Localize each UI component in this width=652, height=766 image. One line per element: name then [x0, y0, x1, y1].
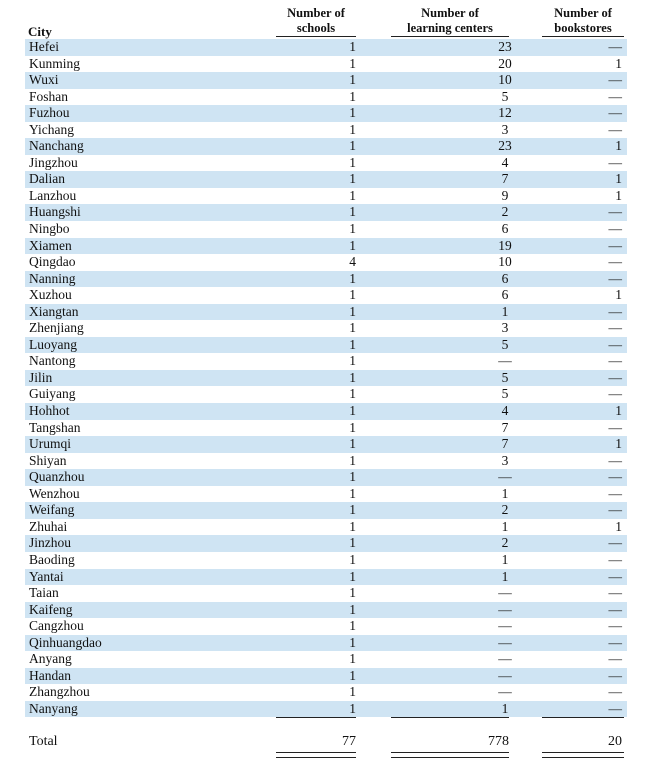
city-cell: Zhuhai [29, 518, 68, 534]
total-schools: 77 [342, 734, 356, 749]
table-row [0, 436, 652, 453]
city-cell: Baoding [29, 551, 75, 567]
bookstores-cell: — [608, 535, 622, 551]
learning-centers-cell: 5 [501, 88, 509, 104]
bookstores-cell: 1 [615, 287, 622, 303]
bookstores-cell: — [608, 601, 622, 617]
table-row [0, 287, 652, 304]
learning-centers-cell: 4 [501, 403, 509, 419]
bookstores-cell: — [608, 485, 622, 501]
city-cell: Wuxi [29, 72, 59, 88]
bookstores-cell: — [608, 568, 622, 584]
learning-centers-cell: 12 [498, 105, 512, 121]
bookstores-cell: — [608, 204, 622, 220]
city-cell: Kaifeng [29, 601, 73, 617]
bookstores-cell: — [608, 336, 622, 352]
table-row [0, 337, 652, 354]
bookstores-cell: — [608, 684, 622, 700]
city-cell: Zhenjiang [29, 320, 84, 336]
table-row [0, 122, 652, 139]
bookstores-cell: — [608, 634, 622, 650]
bookstores-cell: — [608, 237, 622, 253]
city-cell: Foshan [29, 88, 69, 104]
schools-cell: 1 [349, 502, 356, 518]
bookstores-cell: — [608, 105, 622, 121]
table-row [0, 420, 652, 437]
table-row [0, 370, 652, 387]
table-row [0, 535, 652, 552]
schools-cell: 1 [349, 436, 356, 452]
schools-cell: 1 [349, 187, 356, 203]
city-cell: Nanyang [29, 700, 78, 716]
city-cell: Xiamen [29, 237, 72, 253]
schools-cell: 1 [349, 336, 356, 352]
bookstores-cell: — [608, 419, 622, 435]
schools-cell: 1 [349, 651, 356, 667]
city-header: City [28, 24, 52, 39]
bookstores-cell: — [608, 72, 622, 88]
city-cell: Xiangtan [29, 303, 79, 319]
table-row [0, 486, 652, 503]
city-cell: Tangshan [29, 419, 81, 435]
schools-cell: 1 [349, 634, 356, 650]
bookstores-cell: — [608, 551, 622, 567]
bookstores-cell: 1 [615, 55, 622, 71]
schools-cell: 1 [349, 551, 356, 567]
table-row [0, 569, 652, 586]
learning-centers-cell: 10 [498, 254, 512, 270]
city-cell: Hohhot [29, 403, 70, 419]
city-cell: Guiyang [29, 386, 76, 402]
bookstores-cell: — [608, 700, 622, 716]
schools-cell: 1 [349, 88, 356, 104]
schools-cell: 1 [349, 518, 356, 534]
learning-centers-cell: — [498, 601, 512, 617]
city-cell: Handan [29, 667, 71, 683]
learning-centers-cell: 1 [501, 518, 509, 534]
table-row [0, 684, 652, 701]
bookstores-cell: — [608, 651, 622, 667]
schools-cell: 1 [349, 55, 356, 71]
table-row [0, 72, 652, 89]
total-double-rule-centers [391, 752, 509, 758]
bookstores-cell: 1 [615, 403, 622, 419]
learning-centers-cell: 5 [501, 336, 509, 352]
learning-centers-cell: — [498, 684, 512, 700]
learning-centers-cell: — [498, 585, 512, 601]
city-cell: Jinzhou [29, 535, 71, 551]
table-row [0, 138, 652, 155]
bookstores-cell: — [608, 386, 622, 402]
city-cell: Yantai [29, 568, 64, 584]
bookstores-cell: — [608, 667, 622, 683]
learning-centers-cell: 5 [501, 386, 509, 402]
table-row [0, 453, 652, 470]
city-cell: Cangzhou [29, 618, 84, 634]
table-row [0, 155, 652, 172]
table-row [0, 304, 652, 321]
total-double-rule-bookstores [542, 752, 624, 758]
city-cell: Nanchang [29, 138, 84, 154]
table-row [0, 271, 652, 288]
total-bookstores: 20 [608, 734, 622, 749]
city-cell: Fuzhou [29, 105, 70, 121]
table-row [0, 469, 652, 486]
table-row [0, 602, 652, 619]
schools-cell: 1 [349, 485, 356, 501]
schools-cell: 1 [349, 353, 356, 369]
learning-centers-cell: — [498, 618, 512, 634]
schools-cell: 1 [349, 667, 356, 683]
subtotal-rule-centers [391, 717, 509, 718]
bookstores-cell: — [608, 452, 622, 468]
table-row [0, 39, 652, 56]
city-cell: Xuzhou [29, 287, 72, 303]
learning-centers-cell: 5 [501, 369, 509, 385]
learning-centers-cell: 7 [501, 436, 509, 452]
schools-cell: 1 [349, 154, 356, 170]
learning-centers-header: Number of learning centers [391, 6, 509, 37]
learning-centers-cell: 10 [498, 72, 512, 88]
learning-centers-cell: 2 [501, 535, 509, 551]
city-cell: Ningbo [29, 221, 70, 237]
schools-cell: 1 [349, 684, 356, 700]
table-row [0, 188, 652, 205]
learning-centers-cell: 1 [501, 568, 509, 584]
learning-centers-cell: 1 [501, 700, 509, 716]
bookstores-cell: 1 [615, 518, 622, 534]
schools-cell: 1 [349, 270, 356, 286]
schools-cell: 1 [349, 618, 356, 634]
learning-centers-cell: 1 [501, 303, 509, 319]
city-cell: Qinhuangdao [29, 634, 102, 650]
table-row [0, 651, 652, 668]
learning-centers-cell: — [498, 667, 512, 683]
schools-cell: 1 [349, 303, 356, 319]
learning-centers-cell: — [498, 353, 512, 369]
learning-centers-cell: — [498, 469, 512, 485]
table-row [0, 204, 652, 221]
schools-cell: 1 [349, 138, 356, 154]
total-double-rule-schools [276, 752, 356, 758]
learning-centers-cell: — [498, 634, 512, 650]
schools-cell: 1 [349, 171, 356, 187]
learning-centers-cell: 3 [501, 320, 509, 336]
total-learning-centers: 778 [488, 734, 509, 749]
table-row [0, 552, 652, 569]
table-row [0, 668, 652, 685]
table-row [0, 585, 652, 602]
subtotal-rule-schools [276, 717, 356, 718]
table-row [0, 105, 652, 122]
learning-centers-cell: — [498, 651, 512, 667]
table-row [0, 89, 652, 106]
city-cell: Weifang [29, 502, 75, 518]
city-cell: Nantong [29, 353, 76, 369]
table-row [0, 221, 652, 238]
learning-centers-cell: 2 [501, 204, 509, 220]
table-body [0, 39, 652, 717]
city-cell: Hefei [29, 39, 59, 54]
learning-centers-cell: 6 [501, 221, 509, 237]
table-row [0, 618, 652, 635]
schools-cell: 1 [349, 221, 356, 237]
schools-header: Number of schools [276, 6, 356, 37]
bookstores-cell: — [608, 154, 622, 170]
schools-cell: 1 [349, 237, 356, 253]
learning-centers-cell: 20 [498, 55, 512, 71]
table-row [0, 403, 652, 420]
learning-centers-cell: 9 [501, 187, 509, 203]
city-cell: Jingzhou [29, 154, 78, 170]
city-cell: Anyang [29, 651, 72, 667]
learning-centers-cell: 7 [501, 419, 509, 435]
bookstores-cell: — [608, 39, 622, 54]
table-row [0, 353, 652, 370]
learning-centers-cell: 19 [498, 237, 512, 253]
learning-centers-cell: 23 [498, 39, 512, 54]
bookstores-cell: — [608, 502, 622, 518]
total-row [0, 733, 652, 751]
schools-cell: 1 [349, 419, 356, 435]
bookstores-cell: — [608, 270, 622, 286]
schools-cell: 1 [349, 204, 356, 220]
schools-cell: 1 [349, 320, 356, 336]
learning-centers-cell: 2 [501, 502, 509, 518]
schools-cell: 1 [349, 39, 356, 54]
learning-centers-cell: 3 [501, 121, 509, 137]
city-cell: Qingdao [29, 254, 76, 270]
table-row [0, 519, 652, 536]
city-cell: Lanzhou [29, 187, 77, 203]
bookstores-cell: 1 [615, 187, 622, 203]
total-label: Total [29, 734, 58, 749]
bookstores-cell: — [608, 585, 622, 601]
bookstores-cell: — [608, 618, 622, 634]
table-row [0, 701, 652, 718]
city-cell: Zhangzhou [29, 684, 90, 700]
learning-centers-cell: 6 [501, 270, 509, 286]
city-cell: Kunming [29, 55, 81, 71]
city-cell: Luoyang [29, 336, 77, 352]
learning-centers-cell: 6 [501, 287, 509, 303]
table-row [0, 386, 652, 403]
bookstores-cell: — [608, 353, 622, 369]
schools-cell: 1 [349, 700, 356, 716]
schools-cell: 1 [349, 287, 356, 303]
city-cell: Dalian [29, 171, 65, 187]
city-cell: Nanning [29, 270, 76, 286]
bookstores-cell: — [608, 121, 622, 137]
learning-centers-cell: 4 [501, 154, 509, 170]
bookstores-cell: 1 [615, 171, 622, 187]
learning-centers-cell: 1 [501, 551, 509, 567]
schools-cell: 1 [349, 403, 356, 419]
schools-cell: 1 [349, 601, 356, 617]
city-cell: Wenzhou [29, 485, 80, 501]
bookstores-cell: — [608, 88, 622, 104]
schools-cell: 1 [349, 105, 356, 121]
table-row [0, 56, 652, 73]
city-cell: Urumqi [29, 436, 71, 452]
table-row [0, 502, 652, 519]
city-cell: Jilin [29, 369, 53, 385]
city-cell: Quanzhou [29, 469, 85, 485]
bookstores-cell: — [608, 303, 622, 319]
table-row [0, 320, 652, 337]
bookstores-header: Number of bookstores [542, 6, 624, 37]
city-cell: Taian [29, 585, 59, 601]
bookstores-cell: — [608, 221, 622, 237]
subtotal-rule-bookstores [542, 717, 624, 718]
table-row [0, 635, 652, 652]
schools-cell: 1 [349, 452, 356, 468]
learning-centers-cell: 7 [501, 171, 509, 187]
schools-cell: 1 [349, 469, 356, 485]
schools-cell: 1 [349, 568, 356, 584]
table-row [0, 238, 652, 255]
schools-cell: 1 [349, 535, 356, 551]
bookstores-cell: — [608, 469, 622, 485]
city-cell: Yichang [29, 121, 74, 137]
learning-centers-cell: 23 [498, 138, 512, 154]
schools-cell: 4 [349, 254, 356, 270]
bookstores-cell: 1 [615, 436, 622, 452]
bookstores-cell: — [608, 254, 622, 270]
schools-cell: 1 [349, 121, 356, 137]
schools-cell: 1 [349, 72, 356, 88]
bookstores-cell: — [608, 369, 622, 385]
schools-cell: 1 [349, 369, 356, 385]
table-row [0, 171, 652, 188]
learning-centers-cell: 1 [501, 485, 509, 501]
schools-cell: 1 [349, 585, 356, 601]
city-cell: Shiyan [29, 452, 67, 468]
city-cell: Huangshi [29, 204, 81, 220]
bookstores-cell: 1 [615, 138, 622, 154]
bookstores-cell: — [608, 320, 622, 336]
table-row [0, 254, 652, 271]
table-header [0, 6, 652, 40]
learning-centers-cell: 3 [501, 452, 509, 468]
schools-cell: 1 [349, 386, 356, 402]
